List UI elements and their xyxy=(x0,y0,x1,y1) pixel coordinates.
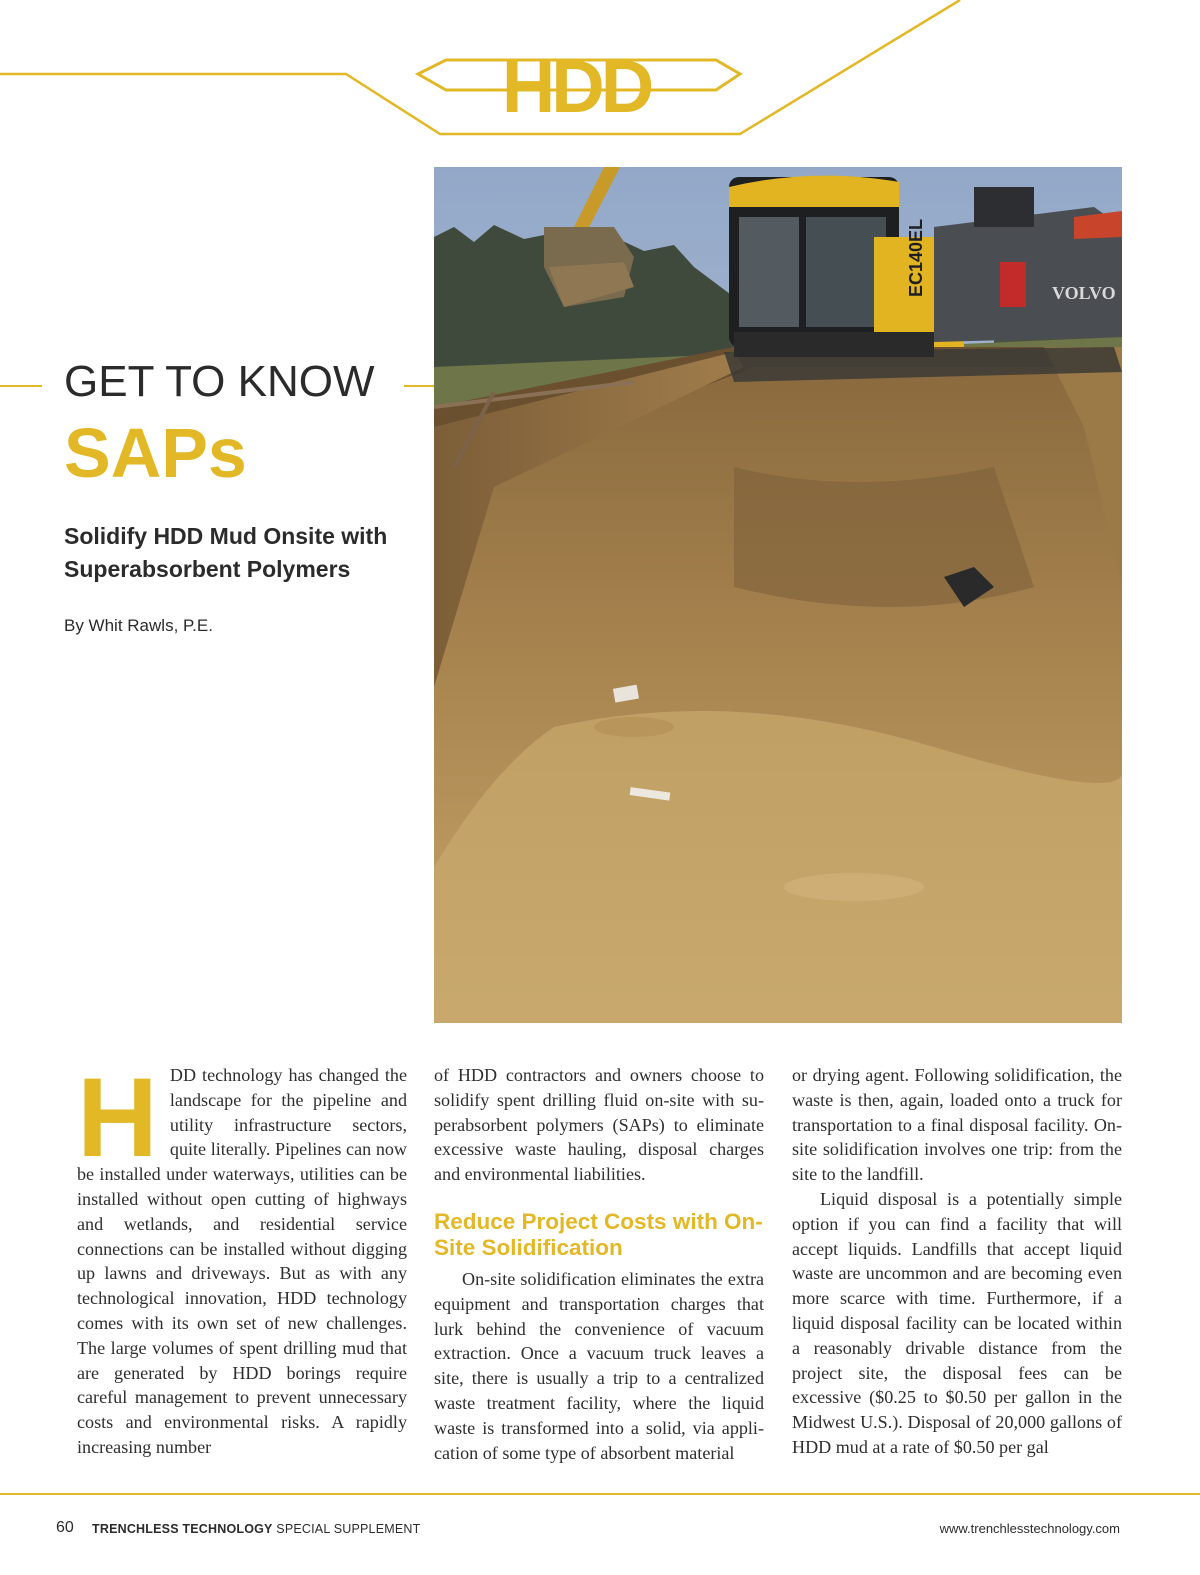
body-column-1 xyxy=(77,1055,407,1460)
publication-line xyxy=(92,1522,420,1536)
kicker-rule-right xyxy=(404,385,434,387)
paragraph: On-site solidification eliminates the extra equipment and transportation charges that lurk behind the convenience of vacuum extraction. Once a vacuum truck leaves a site, there is usually a trip to a centralized waste treatment facility, where the liquid waste is transformed into a solid, via application of some type of absorbent material xyxy=(434,1268,764,1463)
headline: SAPs xyxy=(64,414,247,492)
brand-label: VOLVO xyxy=(1052,283,1116,303)
body-column-2 xyxy=(434,1063,764,1465)
kicker-rule-left xyxy=(0,385,42,387)
publication-name: TRENCHLESS TECHNOLOGY xyxy=(92,1522,273,1536)
body-column-3 xyxy=(792,1063,1122,1460)
paragraph: or drying agent. Following solidification, the waste is then, again, loaded onto a truck for transportation to a final disposal facility. On-site solidification involves one trip: from the site to the landfill. xyxy=(792,1065,1122,1185)
hdd-logo xyxy=(418,45,740,128)
kicker: GET TO KNOW xyxy=(64,357,375,406)
hdd-logo-text: HDD xyxy=(501,45,651,128)
website-url[interactable]: www.trenchlesstechnology.com xyxy=(939,1521,1120,1536)
header-banner xyxy=(0,0,1200,140)
machine-model-label: EC140EL xyxy=(906,218,926,297)
byline: By Whit Rawls, P.E. xyxy=(64,616,213,635)
footer-rule xyxy=(0,1493,1200,1495)
paragraph: DD technology has changed the landscape for the pipeline and utility infrastructure sectors, quite literally. Pipelines can now be installed under waterways, utilities can be installed without open cutting of highways and wetlands, and residential service connections can be installed without digging up lawns and driveways. But as with any technological innovation, HDD technology comes with its own set of new challenges. The large volumes of spent drilling mud that are generated by HDD borings require careful management to prevent unnecessary costs and environmental risks. A rapidly increasing number xyxy=(77,1065,407,1457)
page-number: 60 xyxy=(56,1519,74,1536)
paragraph: of HDD contractors and owners choose to solidify spent drilling fluid on-site with superabsorbent polymers (SAPs) to eliminate excessive waste hauling, disposal charges and environmental liabilities. xyxy=(434,1065,764,1185)
article-photo xyxy=(434,167,1122,1023)
deck: Solidify HDD Mud Onsite with Superabsorbent Polymers xyxy=(64,523,388,582)
section-subhead: Reduce Project Costs with On-Site Solidification xyxy=(434,1208,763,1260)
drop-cap: H xyxy=(77,1055,158,1180)
paragraph: Liquid disposal is a potentially simple option if you can find a facility that will accept liquids. Landfills that accept liquid waste are uncommon and are becoming even more scarce with time. Furthermore, if a liquid disposal facility can be located within a reasonably drivable distance from the project site, the disposal fees can be excessive ($0.25 to $0.50 per gallon in the Midwest U.S.). Disposal of 20,000 gallons of HDD mud at a rate of $0.50 per gal xyxy=(792,1188,1122,1457)
supplement-label: SPECIAL SUPPLEMENT xyxy=(276,1522,421,1536)
